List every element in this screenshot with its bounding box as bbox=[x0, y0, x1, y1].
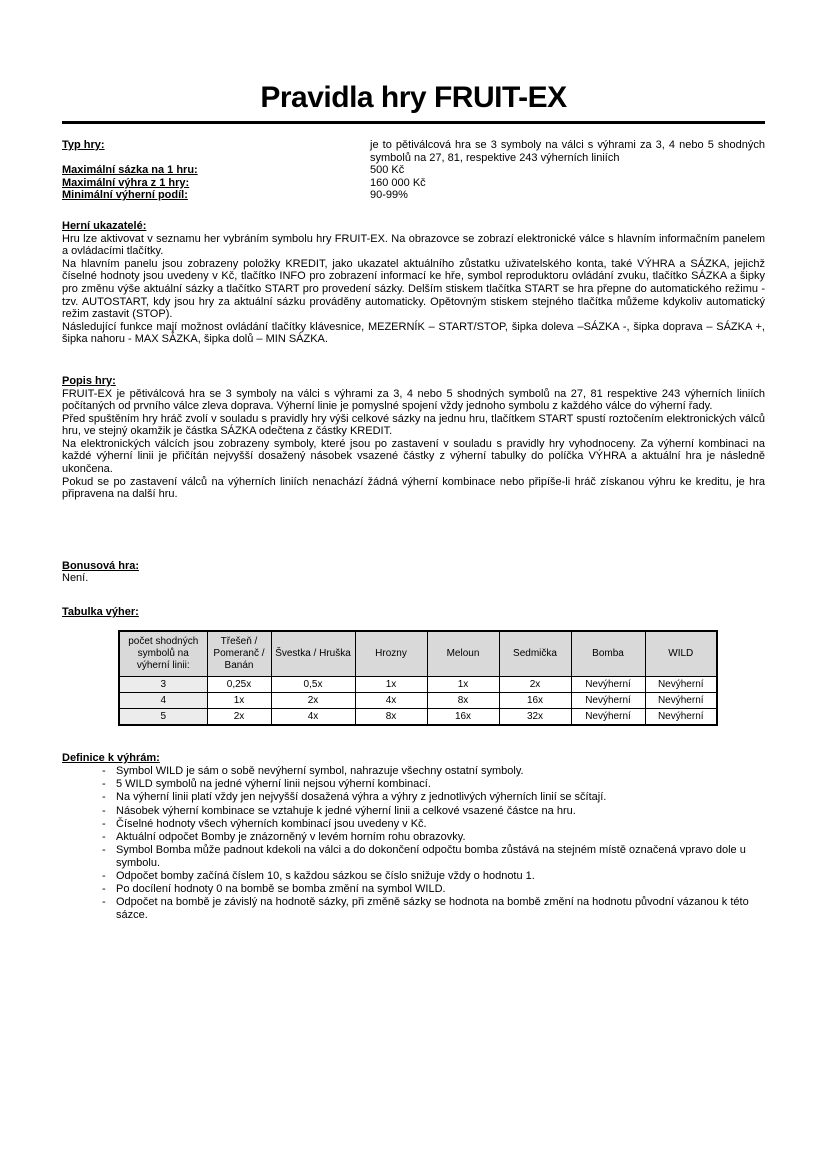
section-tabulka-vyher bbox=[62, 606, 765, 726]
definition-text: Po docílení hodnoty 0 na bombě se bomba změní na symbol WILD. bbox=[116, 883, 446, 896]
info-label: Maximální výhra z 1 hry: bbox=[62, 176, 190, 189]
payout-table-header-cell: Třešeň / Pomeranč / Banán bbox=[207, 631, 271, 677]
payout-cell-cherry-orange-banana: 0,25x bbox=[207, 676, 271, 692]
dash-bullet-marker: - bbox=[102, 869, 106, 882]
section-heading: Bonusová hra: bbox=[62, 559, 140, 572]
section-heading: Definice k výhrám: bbox=[62, 751, 160, 764]
payout-cell-seven: 16x bbox=[499, 692, 571, 708]
payout-cell-plum-pear: 2x bbox=[271, 692, 355, 708]
info-label: Maximální sázka na 1 hru: bbox=[62, 164, 198, 177]
dash-bullet-marker: - bbox=[102, 817, 106, 830]
section-paragraphs bbox=[62, 233, 765, 346]
definition-text: Aktuální odpočet Bomby je znázorněný v levém horním rohu obrazovky. bbox=[116, 830, 466, 843]
payout-cell-seven: 32x bbox=[499, 708, 571, 725]
payout-cell-bomb: Nevýherní bbox=[571, 692, 645, 708]
dash-bullet-marker: - bbox=[102, 804, 106, 817]
payout-cell-wild: Nevýherní bbox=[645, 676, 717, 692]
definition-item bbox=[62, 765, 765, 778]
definition-text: 5 WILD symbolů na jedné výherní linii nejsou výherní kombinací. bbox=[116, 778, 431, 791]
definition-item bbox=[62, 831, 765, 844]
paragraph: Na hlavním panelu jsou zobrazeny položky KREDIT, jako ukazatel aktuálního zůstatku uživatelského konta, také VÝHRA a SÁZKA, jejichž číselné hodnoty jsou uvedeny v Kč, tlačítko INFO pro zobrazení informací ke hře, symbol reproduktoru ovládání zvuku, tlačítko SÁZKA a šipky pro změnu výše aktuální sázky a tlačítko START pro provedení sázky. Delším stiskem tlačítka START se hra přepne do automatického režimu - tzv. AUTOSTART, kdy jsou hry za aktuální sázku prováděny automaticky. Opětovným stiskem stejného tlačítka můžeme kdykoliv automatický režim zastavit (STOP). bbox=[62, 257, 765, 321]
payout-table-body bbox=[119, 676, 717, 725]
payout-cell-count: 4 bbox=[119, 692, 207, 708]
definition-item bbox=[62, 844, 765, 870]
paragraph: Hru lze aktivovat v seznamu her vybráním symbolu hry FRUIT-EX. Na obrazovce se zobrazí elektronické válce s hlavním informačním panelem a ovládacími tlačítky. bbox=[62, 232, 765, 258]
payout-table-header-cell: Meloun bbox=[427, 631, 499, 677]
section-heading: Tabulka výher: bbox=[62, 606, 139, 619]
definition-text: Na výherní linii platí vždy jen nejvyšší dosažená výhra a výhry z jednotlivých výherních linií se sčítají. bbox=[116, 791, 607, 804]
payout-table-row bbox=[119, 676, 717, 692]
dash-bullet-marker: - bbox=[102, 896, 106, 909]
definition-item bbox=[62, 778, 765, 791]
payout-table-header-cell: Bomba bbox=[571, 631, 645, 677]
paragraph: Následující funkce mají možnost ovládání tlačítky klávesnice, MEZERNÍK – START/STOP, šipka doleva –SÁZKA -, šipka doprava – SÁZKA +, šipka nahoru - MAX SÁZKA, šipka dolů – MIN SÁZKA. bbox=[62, 320, 765, 346]
dash-bullet-marker: - bbox=[102, 843, 106, 856]
definition-list bbox=[62, 765, 765, 922]
payout-cell-melon: 16x bbox=[427, 708, 499, 725]
dash-bullet-marker: - bbox=[102, 765, 106, 778]
payout-cell-seven: 2x bbox=[499, 676, 571, 692]
payout-table-header-cell: Sedmička bbox=[499, 631, 571, 677]
dash-bullet-marker: - bbox=[102, 791, 106, 804]
payout-table-header-cell: Hrozny bbox=[355, 631, 427, 677]
payout-table-header-row bbox=[119, 631, 717, 677]
game-info-block bbox=[62, 139, 765, 202]
title-divider bbox=[62, 121, 765, 124]
section-heading: Popis hry: bbox=[62, 374, 116, 387]
payout-cell-melon: 8x bbox=[427, 692, 499, 708]
payout-cell-cherry-orange-banana: 2x bbox=[207, 708, 271, 725]
definition-item bbox=[62, 883, 765, 896]
payout-cell-count: 5 bbox=[119, 708, 207, 725]
definition-item bbox=[62, 870, 765, 883]
definition-text: Symbol Bomba může padnout kdekoli na válci a do dokončení odpočtu bomba zůstává na stejném místě označená vpravo dole u symbolu. bbox=[116, 843, 746, 869]
definition-item bbox=[62, 791, 765, 804]
paragraph: Na elektronických válcích jsou zobrazeny symboly, které jsou po zastavení v souladu s pravidly hry vyhodnoceny. Za výherní kombinaci na každé výherní linii je přičítán nejvyšší dosažený násobek vsazené částky z výherní tabulky do políčka VÝHRA a aktuální hra je následně ukončena. bbox=[62, 437, 765, 476]
payout-cell-count: 3 bbox=[119, 676, 207, 692]
definition-item bbox=[62, 818, 765, 831]
payout-cell-wild: Nevýherní bbox=[645, 708, 717, 725]
dash-bullet-marker: - bbox=[102, 883, 106, 896]
definition-text: Odpočet na bombě je závislý na hodnotě sázky, při změně sázky se hodnota na bombě změní na hodnotu původní vázanou k této sázce. bbox=[116, 896, 749, 922]
definition-text: Násobek výherní kombinace se vztahuje k jedné výherní linii a celkové vsazené částce na hru. bbox=[116, 804, 576, 817]
info-value: 500 Kč bbox=[370, 164, 405, 177]
payout-cell-plum-pear: 4x bbox=[271, 708, 355, 725]
paragraph: Před spuštěním hry hráč zvolí v souladu s pravidly hry výši celkové sázky na jednu hru, tlačítkem START spustí roztočením elektronických válců hru, ve stejný okamžik je částka SÁZKA odečtena z částky KREDIT. bbox=[62, 412, 765, 438]
payout-table-header-cell: WILD bbox=[645, 631, 717, 677]
payout-cell-wild: Nevýherní bbox=[645, 692, 717, 708]
definition-item bbox=[62, 805, 765, 818]
section-popis-hry bbox=[62, 375, 765, 501]
payout-cell-grapes: 1x bbox=[355, 676, 427, 692]
section-heading: Herní ukazatelé: bbox=[62, 219, 147, 232]
bonus-text: Není. bbox=[62, 572, 89, 585]
payout-cell-cherry-orange-banana: 1x bbox=[207, 692, 271, 708]
payout-cell-melon: 1x bbox=[427, 676, 499, 692]
dash-bullet-marker: - bbox=[102, 830, 106, 843]
payout-table-header-cell: Švestka / Hruška bbox=[271, 631, 355, 677]
payout-cell-grapes: 8x bbox=[355, 708, 427, 725]
payout-table-header-cell: počet shodných symbolů na výherní linii: bbox=[119, 631, 207, 677]
payout-table-row bbox=[119, 692, 717, 708]
payout-table bbox=[118, 630, 718, 726]
payout-cell-plum-pear: 0,5x bbox=[271, 676, 355, 692]
dash-bullet-marker: - bbox=[102, 778, 106, 791]
payout-cell-bomb: Nevýherní bbox=[571, 676, 645, 692]
payout-table-row bbox=[119, 708, 717, 725]
payout-cell-grapes: 4x bbox=[355, 692, 427, 708]
info-label: Typ hry: bbox=[62, 139, 105, 151]
page-title: Pravidla hry FRUIT-EX bbox=[260, 81, 567, 114]
paragraph: Pokud se po zastavení válců na výherních liniích nenachází žádná výherní kombinace nebo připíše-li hráč získanou výhru ke kreditu, je hra připravena na další hru. bbox=[62, 475, 765, 501]
definition-text: Odpočet bomby začíná číslem 10, s každou sázkou se číslo snižuje vždy o hodnotu 1. bbox=[116, 869, 535, 882]
info-value: 160 000 Kč bbox=[370, 176, 426, 189]
section-paragraphs bbox=[62, 388, 765, 501]
definition-text: Symbol WILD je sám o sobě nevýherní symbol, nahrazuje všechny ostatní symboly. bbox=[116, 765, 524, 778]
info-value: 90-99% bbox=[370, 189, 408, 202]
info-value: je to pětiválcová hra se 3 symboly na válci s výhrami za 3, 4 nebo 5 shodných symbolů na 27, 81, respektive 243 výherních liniích bbox=[370, 139, 765, 164]
section-herni-ukazatele bbox=[62, 220, 765, 346]
definition-text: Číselné hodnoty všech výherních kombinací jsou uvedeny v Kč. bbox=[116, 817, 427, 830]
info-label: Minimální výherní podíl: bbox=[62, 189, 188, 202]
section-bonusova-hra bbox=[62, 560, 765, 585]
payout-cell-bomb: Nevýherní bbox=[571, 708, 645, 725]
section-definice-k-vyhram bbox=[62, 752, 765, 923]
paragraph: FRUIT-EX je pětiválcová hra se 3 symboly na válci s výhrami za 3, 4 nebo 5 shodných symbolů na 27, 81 respektive 243 výherních liniích počítaných od prvního válce zleva doprava. Výherní linie je pomyslné spojení vždy jednoho symbolu z každého válce do výherní řady. bbox=[62, 387, 765, 413]
definition-item bbox=[62, 896, 765, 922]
